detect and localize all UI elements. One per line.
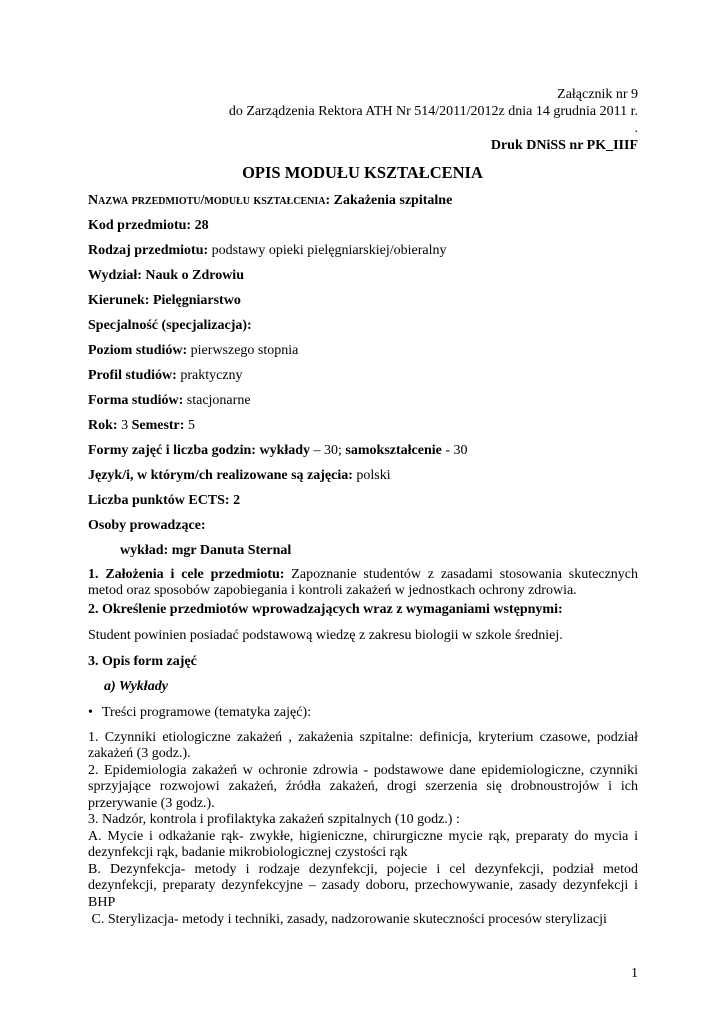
lectures-heading: a) Wykłady [104, 679, 168, 694]
field-label: Forma studiów: [88, 393, 184, 408]
field-value: Zakażenia szpitalne [333, 193, 453, 208]
field-label: Profil studiów: [88, 368, 177, 383]
bullet-text: Treści programowe (tematyka zajęć): [102, 705, 312, 720]
field-level [88, 342, 298, 359]
list-item: A. Mycie i odkażanie rąk- zwykłe, higieniczne, chirurgiczne mycie rąk, preparaty do mycia i dezynfekcji rąk, badanie mikrobiologicznej czystości rąk [88, 829, 638, 861]
lectures-value: – 30; [313, 443, 342, 458]
section-text: Zapoznanie studentów z zasadami stosowania skutecznych metod oraz sposobów zapobiegania i kontroli zakażeń w jednostkach ochrony zdrowia. [88, 567, 638, 599]
page-number: 1 [631, 966, 638, 981]
field-label: Semestr: [131, 418, 185, 433]
list-item: 1. Czynniki etiologiczne zakażeń , zakażenia szpitalne: definicja, kryterium czasowe, podział zakażeń (3 godz.). [88, 730, 638, 762]
lecturer-name: wykład: mgr Danuta Sternal [120, 543, 292, 558]
bullet-icon: • [88, 705, 93, 720]
field-value: praktyczny [180, 368, 243, 383]
section-prerequisites-text: Student powinien posiadać podstawową wiedzę z zakresu biologii w szkole średniej. [88, 628, 563, 643]
field-classes [88, 442, 468, 459]
field-name [88, 192, 452, 209]
list-item: C. Sterylizacja- metody i techniki, zasady, nadzorowanie skuteczności procesów sterylizacji [88, 912, 607, 927]
field-value: Pielęgniarstwo [152, 293, 241, 308]
form-number: Druk DNiSS nr PK_IIIF [490, 138, 638, 153]
field-faculty [88, 267, 244, 284]
field-year-semester [88, 417, 195, 434]
field-label: Formy zajęć i liczba godzin: [88, 443, 256, 458]
program-content-bullet [88, 704, 311, 721]
selfstudy-value: - 30 [445, 443, 468, 458]
field-code [88, 217, 209, 234]
field-label: Kod przedmiotu: [88, 218, 192, 233]
field-label: Wydział: [88, 268, 142, 283]
field-label: Rok: [88, 418, 118, 433]
field-label: Nazwa przedmiotu/modułu kształcenia: [88, 193, 331, 208]
attachment-label: Załącznik nr 9 [557, 87, 638, 102]
selfstudy-label: samokształcenie [345, 443, 442, 458]
field-label: Język/i, w którym/ch realizowane są zajęcia: [88, 468, 353, 483]
field-value: podstawy opieki pielęgniarskiej/obieralny [211, 243, 447, 258]
section-forms-heading: 3. Opis form zajęć [88, 654, 197, 669]
field-label: Specjalność (specjalizacja): [88, 318, 252, 333]
field-specialty [88, 317, 252, 334]
field-ects: Liczba punktów ECTS: 2 [88, 493, 241, 508]
field-value: polski [356, 468, 391, 483]
list-item: 3. Nadzór, kontrola i profilaktyka zakażeń szpitalnych (10 godz.) : [88, 812, 460, 827]
field-value: Nauk o Zdrowiu [145, 268, 244, 283]
page-title: OPIS MODUŁU KSZTAŁCENIA [242, 163, 483, 182]
field-label: Rodzaj przedmiotu: [88, 243, 209, 258]
field-form [88, 392, 251, 409]
section-goals [88, 567, 638, 600]
list-item: 2. Epidemiologia zakażeń w ochronie zdrowia - podstawowe dane epidemiologiczne, czynniki sprzyjające rozwojowi zakażeń, źródła zakażeń, drogi szerzenia się drobnoustrojów i ich przerywanie (3 godz.). [88, 763, 638, 811]
field-value: 28 [194, 218, 209, 233]
lectures-label: wykłady [259, 443, 311, 458]
section-prerequisites-heading: 2. Określenie przedmiotów wprowadzających wraz z wymaganiami wstępnymi: [88, 602, 563, 617]
list-item: B. Dezynfekcja- metody i rodzaje dezynfekcji, pojecie i cel dezynfekcji, podział metod dezynfekcji, preparaty dezynfekcyjne – zasady doboru, przechowywanie, zasady dezynfekcji i BHP [88, 862, 638, 910]
field-value: stacjonarne [186, 393, 251, 408]
field-value: 3 [121, 418, 129, 433]
header-dot: . [634, 121, 638, 136]
field-lecturers: Osoby prowadzące: [88, 518, 206, 533]
field-label: Poziom studiów: [88, 343, 188, 358]
field-value: pierwszego stopnia [190, 343, 299, 358]
field-type [88, 242, 446, 259]
field-direction [88, 292, 241, 309]
decree-reference: do Zarządzenia Rektora ATH Nr 514/2011/2012z dnia 14 grudnia 2011 r. [228, 104, 638, 119]
field-label: Kierunek: [88, 293, 150, 308]
field-profile [88, 367, 243, 384]
field-language [88, 467, 391, 484]
section-label: 1. Założenia i cele przedmiotu: [88, 567, 285, 582]
field-value: 5 [187, 418, 195, 433]
